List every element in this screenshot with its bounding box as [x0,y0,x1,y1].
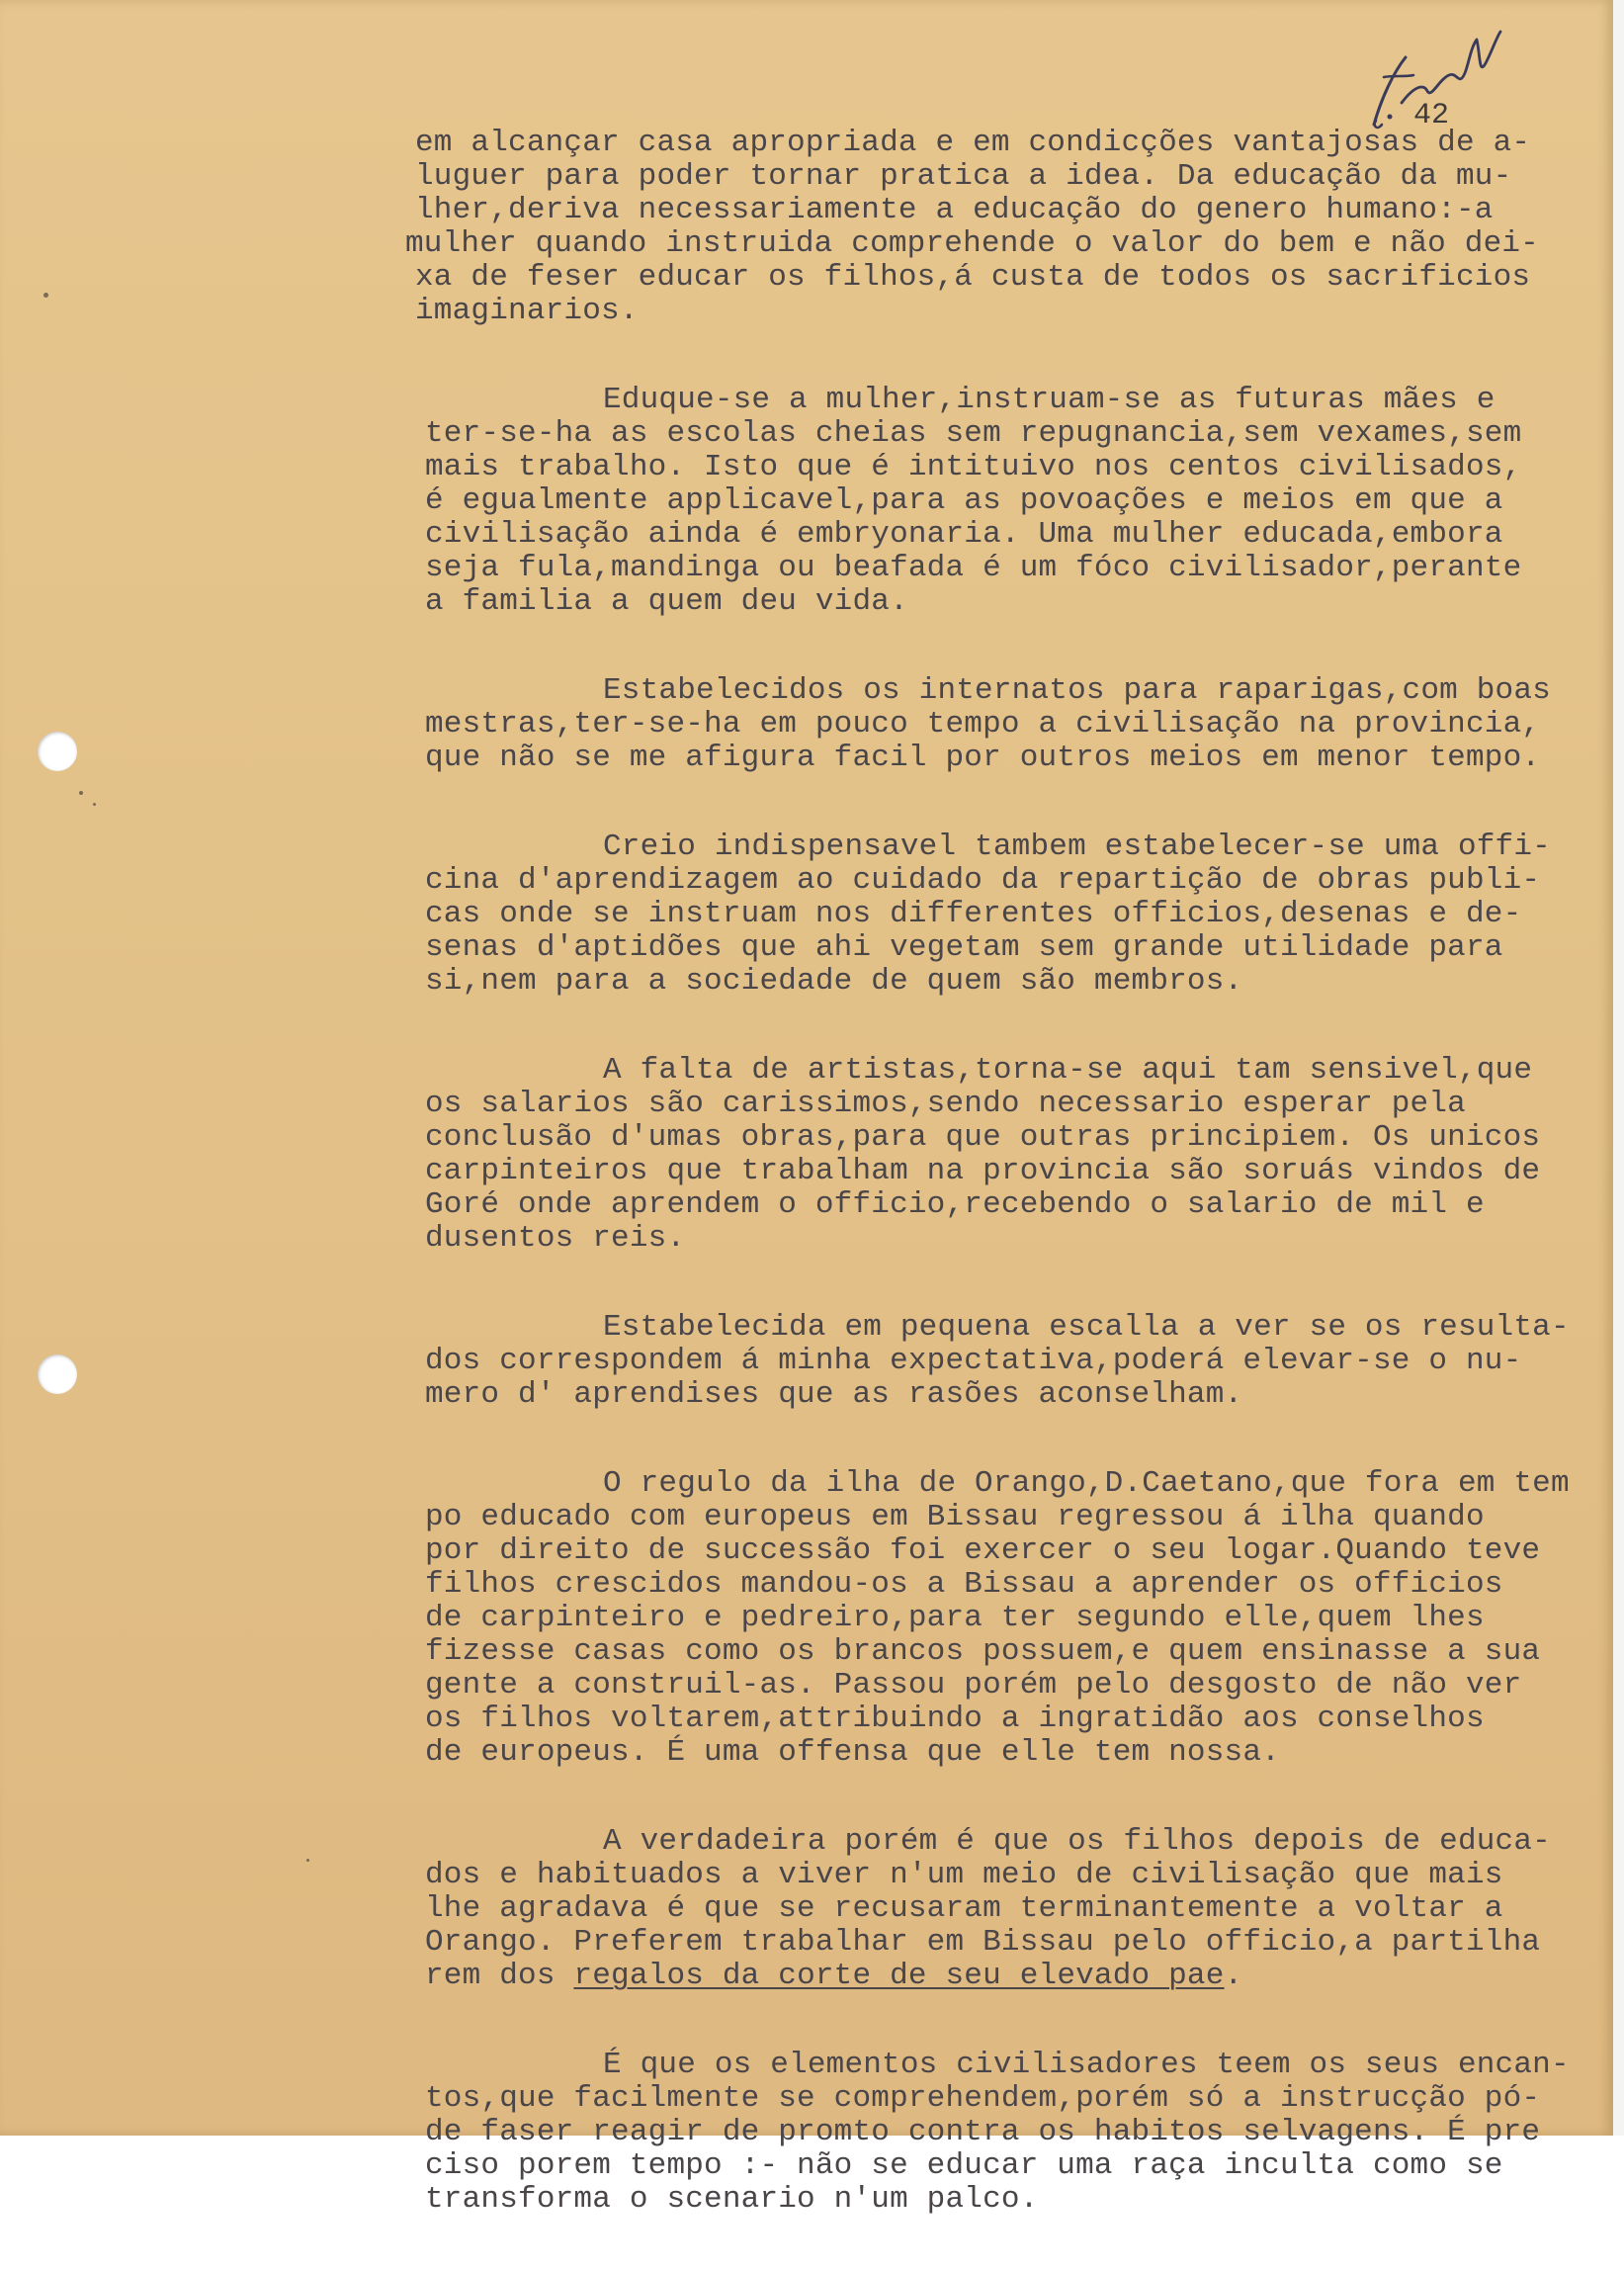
text-line: gente a construil-as. Passou porém pelo desgosto de não ver [425,1668,1522,1703]
text-line: fizesse casas como os brancos possuem,e quem ensinasse a sua [425,1634,1541,1669]
page-number: 42 [1413,99,1450,132]
text-line: de faser reagir de promto contra os habitos selvagens. É pre [425,2115,1541,2149]
text-line: os salarios são carissimos,sendo necessario esperar pela [425,1087,1466,1121]
text-line: É que os elementos civilisadores teem os seus encan- [603,2048,1570,2082]
text-line: mulher quando instruida comprehende o valor do bem e não dei- [405,226,1539,261]
paragraph [425,674,1611,775]
text-line: dusentos reis. [425,1221,686,1256]
paragraph [425,2049,1611,2217]
text-line: que não se me afigura facil por outros meios em menor tempo. [425,741,1541,775]
text-line: carpinteiros que trabalham na provincia são soruás vindos de [425,1154,1541,1188]
text-line: xa de feser educar os filhos,á custa de todos os sacrificios [415,260,1531,295]
text-line: A falta de artistas,torna-se aqui tam sensivel,que [603,1053,1533,1088]
text-line: dos correspondem á minha expectativa,poderá elevar-se o nu- [425,1344,1522,1378]
paper-speck [306,1859,309,1862]
text-line: filhos crescidos mandou-os a Bissau a aprender os officios [425,1567,1503,1602]
paragraph [425,1467,1611,1770]
text-line: cina d'aprendizagem ao cuidado da repartição de obras publi- [425,863,1541,898]
paragraph [405,126,1611,328]
paragraph [425,1054,1611,1256]
text-line: O regulo da ilha de Orango,D.Caetano,que fora em tem [603,1466,1570,1501]
typed-letter-body [405,126,1611,2272]
page-edge-background [1613,0,1624,2136]
punch-hole [38,732,77,771]
paper-speck [93,803,96,806]
text-line: imaginarios. [415,294,639,328]
paragraph [425,830,1611,999]
text-line: Orango. Preferem trabalhar em Bissau pelo officio,a partilha [425,1925,1541,1960]
text-line: Creio indispensavel tambem estabelecer-se uma offi- [603,830,1551,864]
text-line: mestras,ter-se-ha em pouco tempo a civilisação na provincia, [425,707,1541,742]
text-line: si,nem para a sociedade de quem são membros. [425,964,1243,999]
text-line: conclusão d'umas obras,para que outras principiem. Os unicos [425,1120,1541,1155]
text-fragment: rem dos [425,1959,574,1993]
text-line: civilisação ainda é embryonaria. Uma mulher educada,embora [425,517,1503,552]
text-line: dos e habituados a viver n'um meio de civilisação que mais [425,1858,1503,1892]
text-line: cas onde se instruam nos differentes officios,desenas e de- [425,897,1522,931]
text-line [425,1960,1611,1993]
text-line: ciso porem tempo :- não se educar uma raça inculta como se [425,2148,1503,2183]
text-line: mero d' aprendises que as rasões aconselham. [425,1377,1243,1412]
text-line: po educado com europeus em Bissau regressou á ilha quando [425,1500,1485,1534]
text-line: os filhos voltarem,attribuindo a ingratidão aos conselhos [425,1702,1485,1736]
text-line: por direito de successão foi exercer o seu logar.Quando teve [425,1533,1541,1568]
paper-speck [79,791,83,795]
paragraph [425,1311,1611,1412]
text-line: senas d'aptidões que ahi vegetam sem grande utilidade para [425,930,1503,965]
text-line: ter-se-ha as escolas cheias sem repugnancia,sem vexames,sem [425,416,1522,451]
paper-speck [43,293,48,298]
text-line: lher,deriva necessariamente a educação do genero humano:-a [415,193,1494,227]
text-line: em alcançar casa apropriada e em condicções vantajosas de a- [415,126,1531,160]
underlined-phrase: regalos da corte de seu elevado pae [573,1959,1225,1993]
text-line: seja fula,mandinga ou beafada é um fóco civilisador,perante [425,551,1522,585]
text-line: de europeus. É uma offensa que elle tem nossa. [425,1735,1280,1770]
text-line: Goré onde aprendem o officio,recebendo o salario de mil e [425,1187,1485,1222]
text-fragment: . [1224,1959,1243,1993]
paragraph [425,384,1611,619]
text-line: mais trabalho. Isto que é intituivo nos centos civilisados, [425,450,1522,484]
text-line: luguer para poder tornar pratica a idea. Da educação da mu- [415,159,1512,194]
text-line: Eduque-se a mulher,instruam-se as futuras mães e [603,383,1496,417]
text-line: a familia a quem deu vida. [425,584,908,619]
text-line: transforma o scenario n'um palco. [425,2182,1039,2217]
text-line: de carpinteiro e pedreiro,para ter segundo elle,quem lhes [425,1601,1485,1635]
text-line: Estabelecida em pequena escalla a ver se os resulta- [603,1310,1570,1345]
text-line: A verdadeira porém é que os filhos depois de educa- [603,1824,1551,1859]
punch-hole [38,1354,77,1394]
text-line: tos,que facilmente se comprehendem,porém só a instrucção pó- [425,2081,1541,2116]
text-line: lhe agradava é que se recusaram terminantemente a voltar a [425,1891,1503,1926]
text-line: Estabelecidos os internatos para raparigas,com boas [603,673,1551,708]
paragraph [425,1825,1611,1993]
text-line: é egualmente applicavel,para as povoações e meios em que a [425,483,1503,518]
